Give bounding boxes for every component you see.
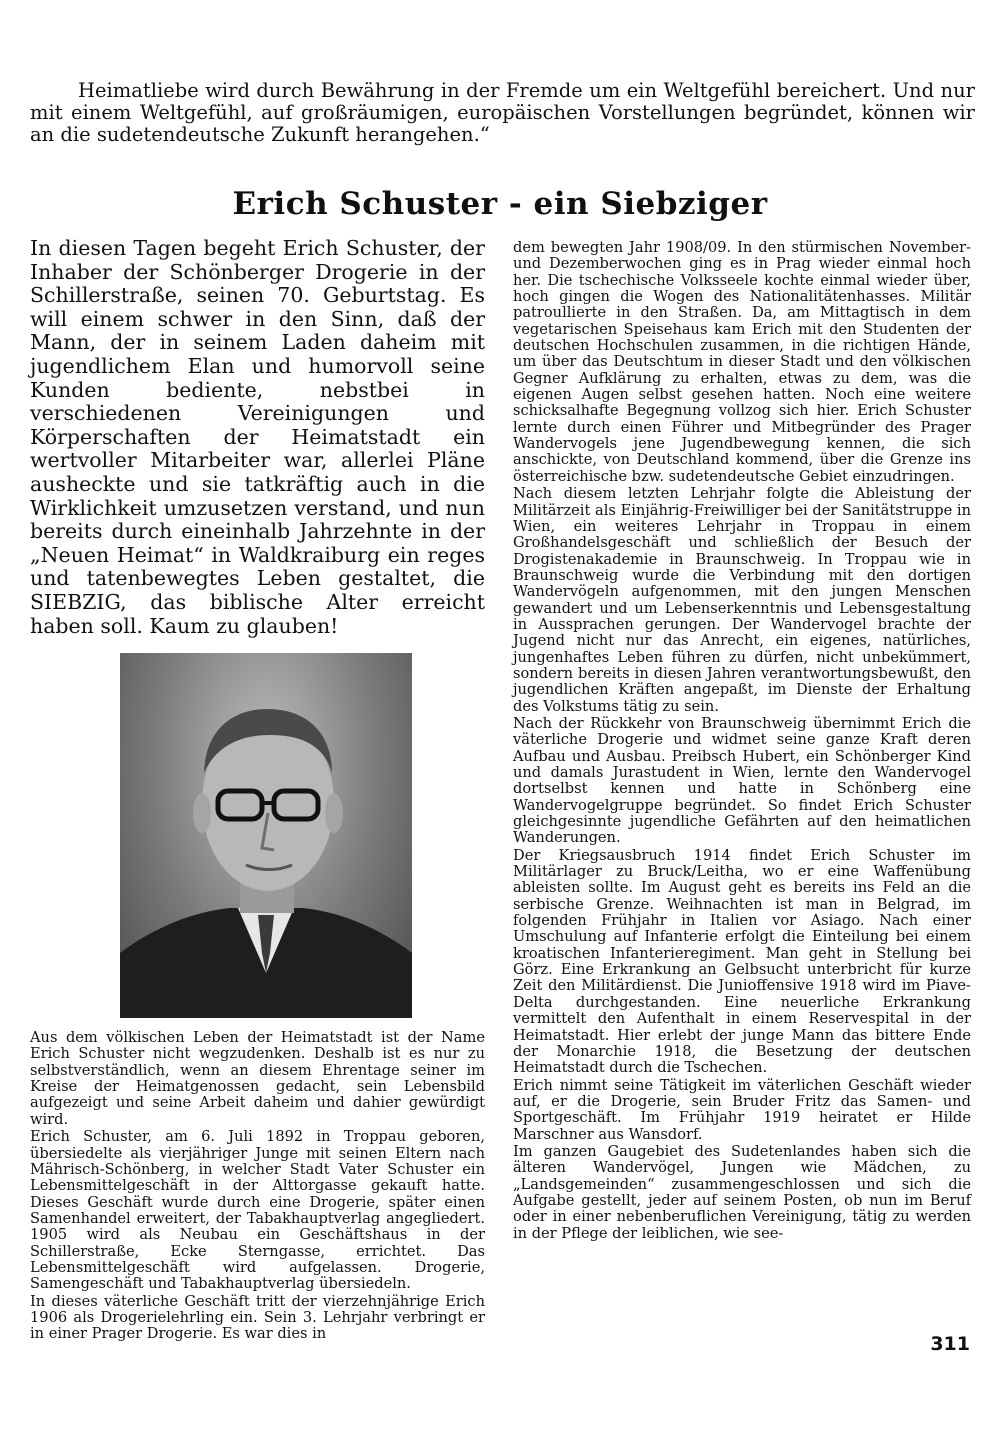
right-paragraph: Nach der Rückkehr von Braunschweig übernimmt Erich die väterliche Drogerie und widmet seine ganze Kraft deren Aufbau und Ausbau. Preibsch Hubert, ein Schönberger Kind und damals Jurastudent in Wien, lernte den Wandervogel dortselbst kennen und hatte in Schönberg eine Wandervogelgruppe begründet. So findet Erich Schuster gleichgesinnte jugendliche Gefährten auf den heimatlichen Wanderungen. bbox=[513, 714, 971, 847]
right-paragraph: Nach diesem letzten Lehrjahr folgte die Ableistung der Militärzeit als Einjährig-Freiwilliger bei der Sanitätstruppe in Wien, ein weiteres Lehrjahr in Troppau in einem Großhandelsgeschäft und schließlich der Besuch der Drogistenakademie in Braunschweig. In Troppau wie in Braunschweig wurde die Verbindung mit den dortigen Wandervögeln aufgenommen, mit den jungen Menschen gewandert und um Lebenserkenntnis und Lebensgestaltung in Aussprachen gerungen. Der Wandervogel brachte der Jugend nicht nur das Anrecht, ein eigenes, natürliches, jungenhaftes Leben führen zu dürfen, nicht unbekümmert, sondern bereits in diesen Jahren verantwortungsbewußt, den jugendlichen Kräften angepaßt, im Dienste der Erhaltung des Volkstums tätig zu sein. bbox=[513, 485, 971, 715]
left-paragraph: In dieses väterliche Geschäft tritt der vierzehnjährige Erich 1906 als Drogerielehrling ein. Sein 3. Lehrjahr verbringt er in einer Prager Drogerie. Es war dies in bbox=[30, 1292, 485, 1343]
right-paragraph: Im ganzen Gaugebiet des Sudetenlandes haben sich die älteren Wandervögel, Jungen wie Mädchen, zu „Landsgemeinden“ zusammengeschlossen und sich die Aufgabe gestellt, jeder auf seinem Posten, ob nun im Beruf oder in einer nebenberuflichen Vereinigung, tätig zu werden in der Pflege der leiblichen, wie see- bbox=[513, 1142, 971, 1242]
left-paragraph: Aus dem völkischen Leben der Heimatstadt ist der Name Erich Schuster nicht wegzudenken. Deshalb ist es nur zu selbstverständlich, wenn an diesem Ehrentage seiner im Kreise der Heimatgenossen gedacht, sein Lebensbild aufgezeigt und seine Arbeit daheim und dahier gewürdigt wird. bbox=[30, 1029, 485, 1128]
right-column bbox=[513, 240, 971, 1242]
portrait-photo bbox=[120, 653, 412, 1018]
right-paragraph: Erich nimmt seine Tätigkeit im väterlichen Geschäft wieder auf, er die Drogerie, sein Bruder Fritz das Samen- und Sportgeschäft. Im Frühjahr 1919 heiratet er Hilde Marschner aus Wansdorf. bbox=[513, 1076, 971, 1143]
left-column bbox=[30, 237, 485, 1343]
page-number: 311 bbox=[930, 1333, 970, 1355]
lead-paragraph: In diesen Tagen begeht Erich Schuster, der Inhaber der Schönberger Drogerie in der Schillerstraße, seinen 70. Geburtstag. Es will einem schwer in den Sinn, daß der Mann, der in seinem Laden daheim mit jugendlichem Elan und humorvoll seine Kunden bediente, nebstbei in verschiedenen Vereinigungen und Körperschaften der Heimatstadt ein wertvoller Mitarbeiter war, allerlei Pläne ausheckte und sie tatkräftig auch in die Wirklichkeit umzusetzen verstand, und nun bereits durch eineinhalb Jahrzehnte in der „Neuen Heimat“ in Waldkraiburg ein reges und tatenbewegtes Leben gestaltet, die SIEBZIG, das biblische Alter erreicht haben soll. Kaum zu glauben! bbox=[30, 236, 485, 638]
intro-quote bbox=[30, 80, 975, 146]
article-title: Erich Schuster - ein Siebziger bbox=[232, 186, 768, 222]
left-paragraph: Erich Schuster, am 6. Juli 1892 in Troppau geboren, übersiedelte als vierjähriger Junge mit seinen Eltern nach Mährisch-Schönberg, in welcher Stadt Vater Schuster ein Lebensmittelgeschäft in der Alttorgasse gekauft hatte. Dieses Geschäft wurde durch eine Drogerie, später einen Samenhandel erweitert, der Tabakhauptverlag angegliedert. 1905 wird als Neubau ein Geschäftshaus in der Schillerstraße, Ecke Sterngasse, errichtet. Das Lebensmittelgeschäft wird aufgelassen. Drogerie, Samengeschäft und Tabakhauptverlag übersiedeln. bbox=[30, 1128, 485, 1293]
right-paragraph: dem bewegten Jahr 1908/09. In den stürmischen November- und Dezemberwochen ging es in Prag wieder einmal hoch her. Die tschechische Volksseele kochte einmal wieder über, hoch gingen die Wogen des Nationalitätenhasses. Militär patroullierte in den Straßen. Da, am Mittagtisch in dem vegetarischen Speisehaus kam Erich mit den Studenten der deutschen Hochschulen zusammen, in die richtigen Hände, um über das Deutschtum in dieser Stadt und den völkischen Gegner Aufklärung zu erhalten, etwas zu dem, was die eigenen Augen selbst gesehen hatten. Noch eine weitere schicksalhafte Begegnung vollzog sich hier. Erich Schuster lernte durch einen Führer und Mitbegründer des Prager Wandervogels jene Jugendbewegung kennen, die sich anschickte, von Deutschland kommend, über die Grenze ins österreichische bzw. sudetendeutsche Gebiet einzudringen. bbox=[513, 239, 971, 485]
portrait-illustration bbox=[120, 653, 412, 1018]
intro-text: Heimatliebe wird durch Bewährung in der Fremde um ein Weltgefühl bereichert. Und nur mit einem Weltgefühl, auf großräumigen, europäischen Vorstellungen begründet, können wir an die sudetendeutsche Zukunft herangehen.“ bbox=[30, 79, 975, 146]
right-paragraph: Der Kriegsausbruch 1914 findet Erich Schuster im Militärlager zu Bruck/Leitha, wo er eine Waffenübung ableisten sollte. Im August geht es bereits ins Feld an die serbische Grenze. Weihnachten ist man in Belgrad, im folgenden Frühjahr in Italien vor Asiago. Nach einer Umschulung auf Infanterie erfolgt die Einteilung bei einem kroatischen Infanterieregiment. Man geht in Stellung bei Görz. Eine Erkrankung an Gelbsucht unterbricht für kurze Zeit den Militärdienst. Die Junioffensive 1918 wird im Piave-Delta durchgestanden. Eine neuerliche Erkrankung vermittelt den Aufenthalt in einem Reservespital in der Heimatstadt. Hier erlebt der junge Mann das bittere Ende der Monarchie 1918, die Besetzung der deutschen Heimatstadt durch die Tschechen. bbox=[513, 846, 971, 1077]
